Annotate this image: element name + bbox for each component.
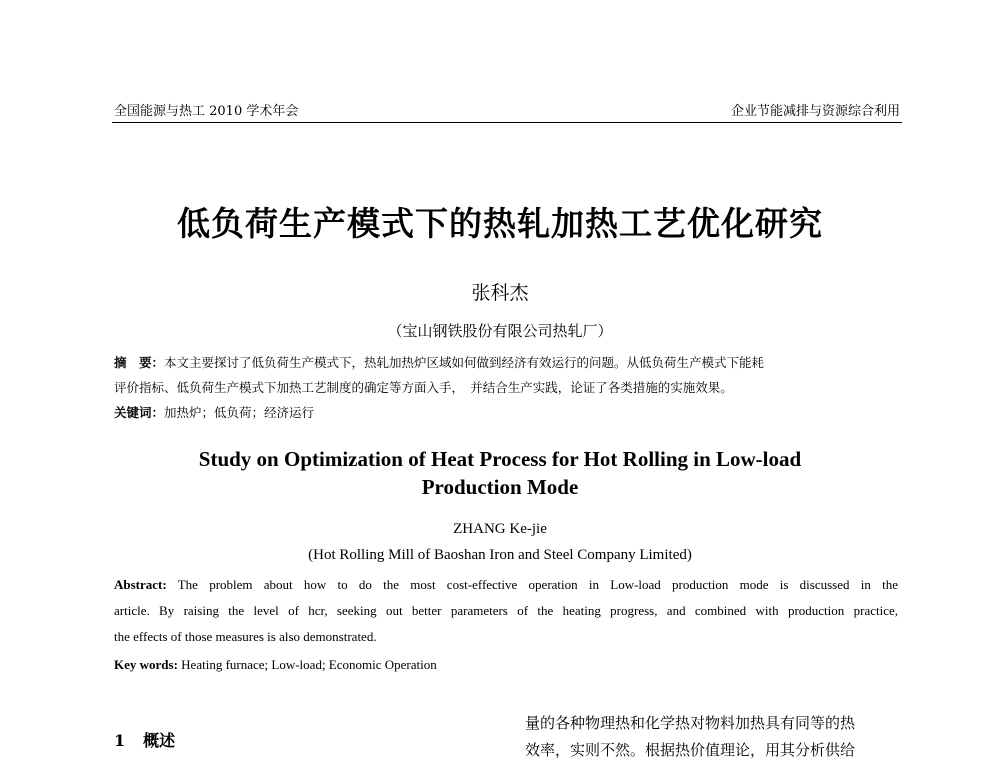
abstract-en-line-1 bbox=[114, 577, 898, 593]
body-right-line-2: 效率，实则不然。根据热价值理论，用其分析供给 bbox=[525, 741, 856, 759]
abstract-zh-label: 摘 要： bbox=[114, 355, 165, 370]
affiliation-en: (Hot Rolling Mill of Baoshan Iron and Steel Company Limited) bbox=[308, 547, 692, 563]
paper-title-en-line-1: Study on Optimization of Heat Process for Hot Rolling in Low-load bbox=[198, 447, 802, 471]
abstract-en-line-3: the effects of those measures is also demonstrated. bbox=[114, 629, 377, 644]
section-title: 概述 bbox=[143, 731, 176, 750]
abstract-en-label: Abstract: bbox=[114, 577, 167, 592]
running-header-right: 企业节能减排与资源综合利用 bbox=[730, 104, 900, 119]
keywords-en-label: Key words: bbox=[114, 657, 178, 672]
author-en: ZHANG Ke-jie bbox=[453, 521, 547, 537]
body-right-line-1: 量的各种物理热和化学热对物料加热具有同等的热 bbox=[525, 714, 856, 732]
section-number: 1 bbox=[114, 731, 126, 750]
running-header-left: 全国能源与热工 2010 学术年会 bbox=[114, 104, 299, 119]
header-rule bbox=[112, 122, 902, 123]
paper-title-zh: 低负荷生产模式下的热轧加热工艺优化研究 bbox=[177, 204, 823, 243]
abstract-en-text: The problem about how to do the most cost-effective operation in Low-load production mode is discussed in the bbox=[166, 577, 898, 592]
section-heading bbox=[114, 728, 175, 751]
abstract-en-line-2: article. By raising the level of hcr, seeking out better parameters of the heating progress, and combined with production practice, bbox=[114, 603, 898, 618]
paper-title-en-line-2: Production Mode bbox=[421, 475, 579, 499]
author-zh: 张科杰 bbox=[471, 282, 529, 304]
keywords-en bbox=[114, 657, 898, 673]
keywords-zh-label: 关键词： bbox=[114, 405, 165, 420]
keywords-en-text: Heating furnace; Low-load; Economic Operation bbox=[177, 657, 437, 672]
keywords-zh bbox=[114, 403, 314, 421]
affiliation-zh: （宝山钢铁股份有限公司热轧厂） bbox=[387, 322, 613, 340]
keywords-zh-text: 加热炉；低负荷；经济运行 bbox=[164, 405, 315, 420]
abstract-zh-line-1 bbox=[114, 353, 764, 371]
abstract-zh-text: 本文主要探讨了低负荷生产模式下，热轧加热炉区域如何做到经济有效运行的问题。从低负荷生产模式下能耗 bbox=[164, 355, 765, 370]
abstract-zh-line-2: 评价指标、低负荷生产模式下加热工艺制度的确定等方面入手， 并结合生产实践，论证了各类措施的实施效果。 bbox=[114, 380, 733, 395]
